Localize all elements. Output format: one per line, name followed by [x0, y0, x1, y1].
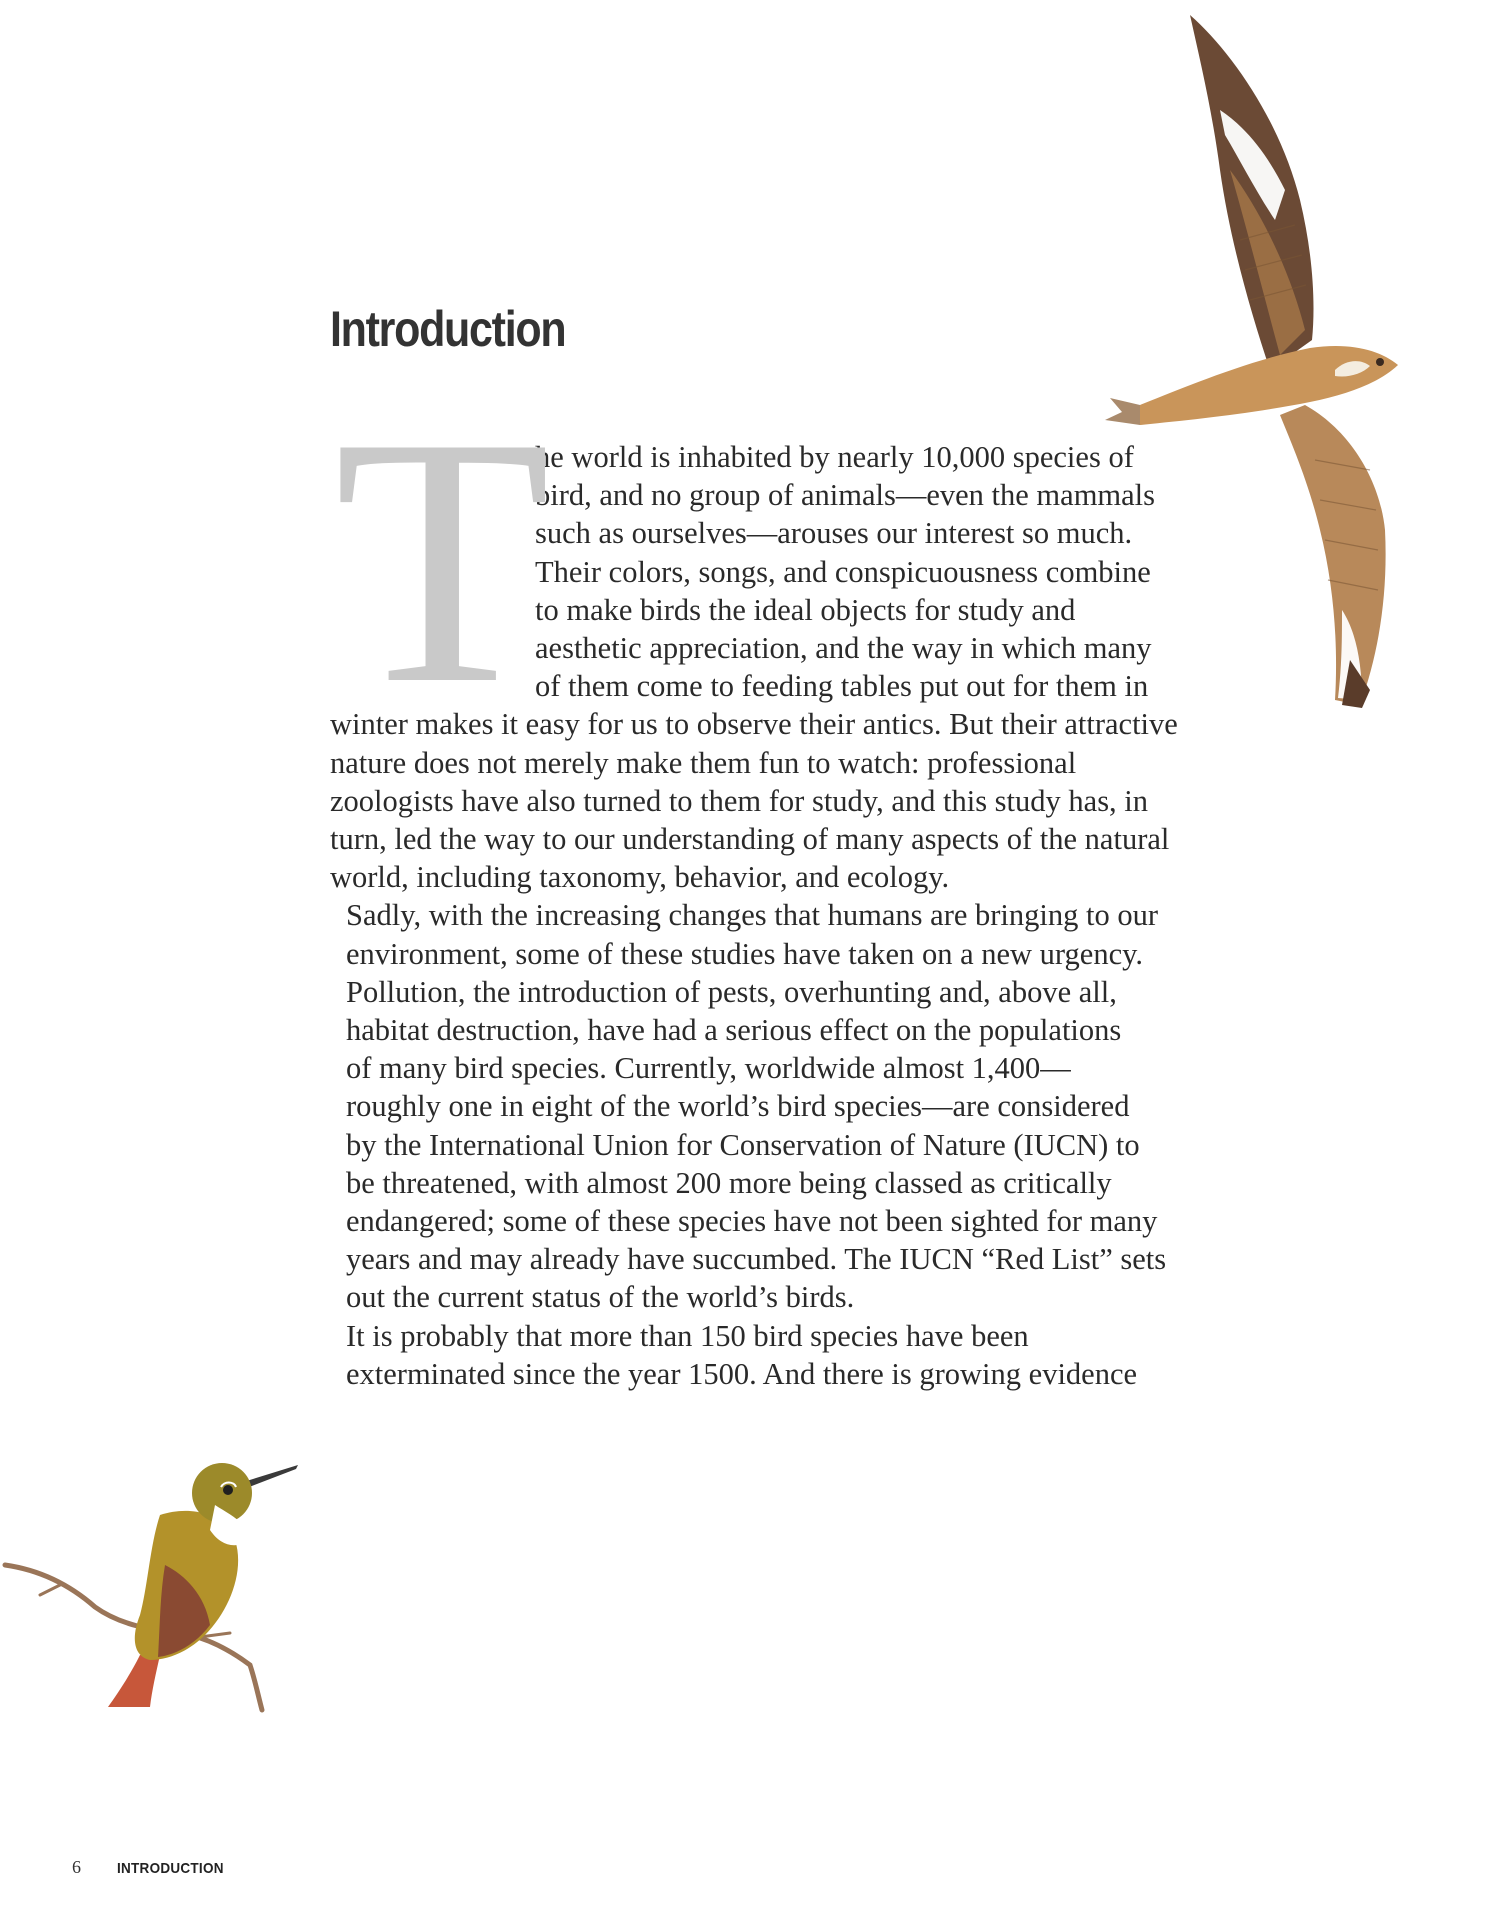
- text-line: environment, some of these studies have taken on a new urgency.: [346, 936, 1144, 971]
- paragraph-3: [330, 1317, 1250, 1393]
- text-line: out the current status of the world’s birds.: [346, 1280, 855, 1315]
- text-line: Sadly, with the increasing changes that humans are bringing to our: [346, 898, 1159, 933]
- text-line: of them come to feeding tables put out for them in: [535, 669, 1149, 704]
- drop-cap: [330, 364, 551, 757]
- text-line: to make birds the ideal objects for study and: [535, 592, 1076, 627]
- running-head: INTRODUCTION: [117, 1860, 224, 1877]
- text-line: such as ourselves—arouses our interest so much.: [535, 516, 1133, 551]
- text-line: of many bird species. Currently, worldwide almost 1,400—: [346, 1051, 1071, 1086]
- text-line: Their colors, songs, and conspicuousness combine: [535, 554, 1151, 589]
- text-line: be threatened, with almost 200 more being classed as critically: [346, 1165, 1112, 1200]
- text-line: endangered; some of these species have not been sighted for many: [346, 1204, 1158, 1239]
- text-line: turn, led the way to our understanding of many aspects of the natural: [330, 822, 1170, 857]
- hummingbird-illustration: [0, 1445, 310, 1715]
- paragraph-2: [330, 896, 1250, 1316]
- text-line: It is probably that more than 150 bird species have been: [346, 1318, 1029, 1353]
- text-line: bird, and no group of animals—even the mammals: [535, 478, 1156, 513]
- text-line: by the International Union for Conservation of Nature (IUCN) to: [346, 1127, 1140, 1162]
- drop-cap-letter: T: [334, 364, 551, 757]
- text-line: roughly one in eight of the world’s bird species—are considered: [346, 1089, 1130, 1124]
- text-line: he world is inhabited by nearly 10,000 species of: [535, 440, 1134, 474]
- page-number: 6: [72, 1857, 81, 1877]
- page-title: Introduction: [330, 301, 566, 357]
- text-line: aesthetic appreciation, and the way in which many: [535, 631, 1152, 666]
- text-line: nature does not merely make them fun to watch: professional: [330, 745, 1077, 780]
- text-line: exterminated since the year 1500. And there is growing evidence: [346, 1356, 1138, 1391]
- text-line: Pollution, the introduction of pests, overhunting and, above all,: [346, 974, 1117, 1009]
- text-line: winter makes it easy for us to observe their antics. But their attractive: [330, 707, 1178, 742]
- text-line: world, including taxonomy, behavior, and ecology.: [330, 860, 950, 895]
- body-text: [330, 364, 1250, 1393]
- text-line: zoologists have also turned to them for study, and this study has, in: [330, 783, 1149, 818]
- text-line: years and may already have succumbed. The IUCN “Red List” sets: [346, 1242, 1167, 1277]
- text-line: habitat destruction, have had a serious effect on the populations: [346, 1013, 1122, 1048]
